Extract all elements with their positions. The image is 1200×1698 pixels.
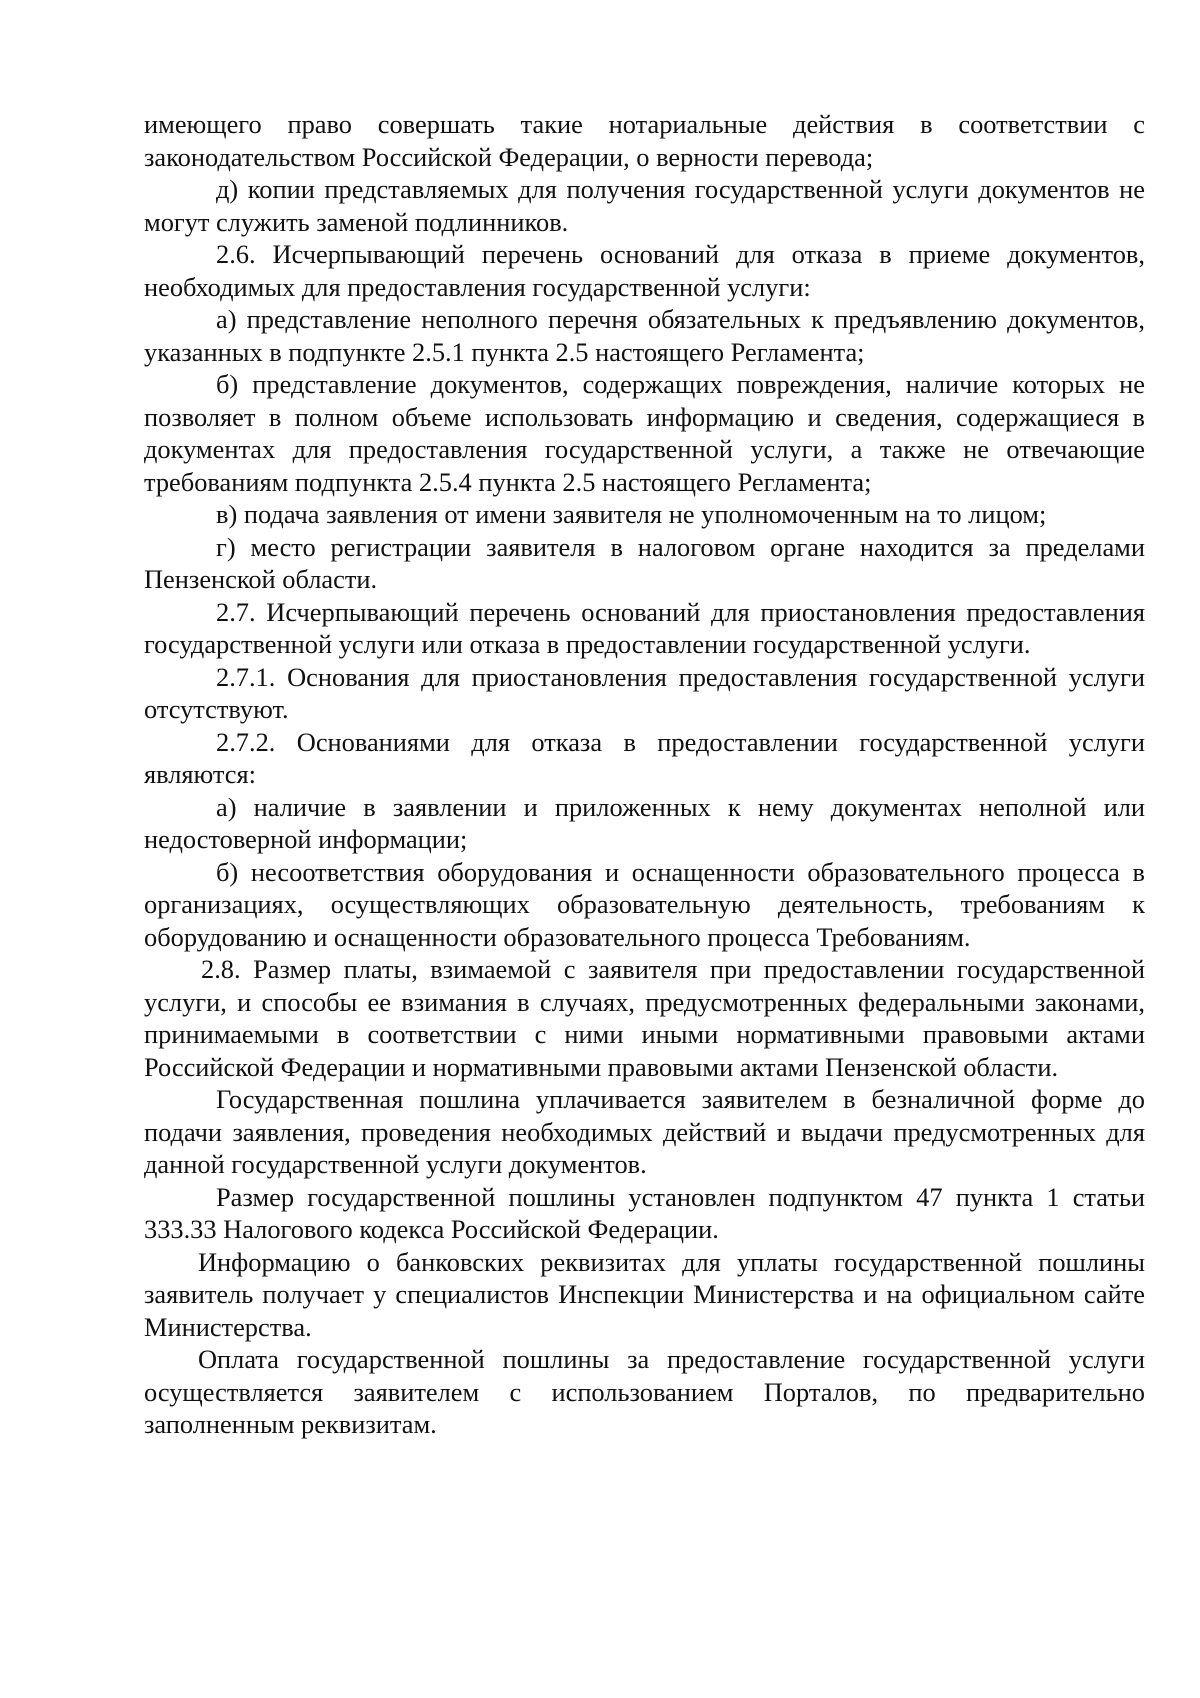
paragraph-2-6-item-g: г) место регистрации заявителя в налоговом органе находится за пределами Пензенской области. <box>144 531 1145 594</box>
paragraph-2-7-1: 2.7.1. Основания для приостановления предоставления государственной услуги отсутствуют. <box>144 661 1145 724</box>
paragraph-notary-translation: имеющего право совершать такие нотариальные действия в соответствии с законодательством Российской Федерации, о верности перевода; <box>144 109 1145 172</box>
paragraph-2-6-item-a: а) представление неполного перечня обязательных к предъявлению документов, указанных в подпункте 2.5.1 пункта 2.5 настоящего Регламента; <box>144 304 1145 367</box>
paragraph-2-6-item-b: б) представление документов, содержащих повреждения, наличие которых не позволяет в полном объеме использовать информацию и сведения, содержащиеся в документах для предоставления государственной услуги, а также не отвечающие требованиям подпункта 2.5.4 пункта 2.5 настоящего Регламента; <box>144 369 1145 497</box>
paragraph-2-7-2: 2.7.2. Основаниями для отказа в предоставлении государственной услуги являются: <box>144 726 1145 789</box>
paragraph-2-6-heading: 2.6. Исчерпывающий перечень оснований для отказа в приеме документов, необходимых для предоставления государственной услуги: <box>144 239 1145 302</box>
paragraph-2-7-2-item-b: б) несоответствия оборудования и оснащенности образовательного процесса в организациях, осуществляющих образовательную деятельность, требованиям к оборудованию и оснащенности образовательного процесса Требованиям. <box>144 856 1145 952</box>
paragraph-item-d-copies: д) копии представляемых для получения государственной услуги документов не могут служить заменой подлинников. <box>144 174 1145 237</box>
paragraph-duty-amount: Размер государственной пошлины установлен подпунктом 47 пункта 1 статьи 333.33 Налогового кодекса Российской Федерации. <box>144 1181 1145 1244</box>
paragraph-portal-payment: Оплата государственной пошлины за предоставление государственной услуги осуществляется заявителем с использованием Порталов, по предварительно заполненным реквизитам. <box>144 1344 1145 1439</box>
paragraph-duty-payment-form: Государственная пошлина уплачивается заявителем в безналичной форме до подачи заявления, проведения необходимых действий и выдачи предусмотренных для данной государственной услуги документов. <box>144 1084 1145 1179</box>
document-page <box>144 108 1145 1441</box>
paragraph-2-6-item-v: в) подача заявления от имени заявителя не уполномоченным на то лицом; <box>216 499 1047 529</box>
paragraph-2-8-heading: 2.8. Размер платы, взимаемой с заявителя при предоставлении государственной услуги, и способы ее взимания в случаях, предусмотренных федеральными законами, принимаемыми в соответствии с ними иными нормативными правовыми актами Российской Федерации и нормативными правовыми актами Пензенской области. <box>144 954 1145 1082</box>
paragraph-2-7-heading: 2.7. Исчерпывающий перечень оснований для приостановления предоставления государственной услуги или отказа в предоставлении государственной услуги. <box>144 596 1145 659</box>
paragraph-2-7-2-item-a: а) наличие в заявлении и приложенных к нему документах неполной или недостоверной информации; <box>144 791 1145 854</box>
paragraph-bank-details: Информацию о банковских реквизитах для уплаты государственной пошлины заявитель получает у специалистов Инспекции Министерства и на официальном сайте Министерства. <box>144 1246 1145 1342</box>
